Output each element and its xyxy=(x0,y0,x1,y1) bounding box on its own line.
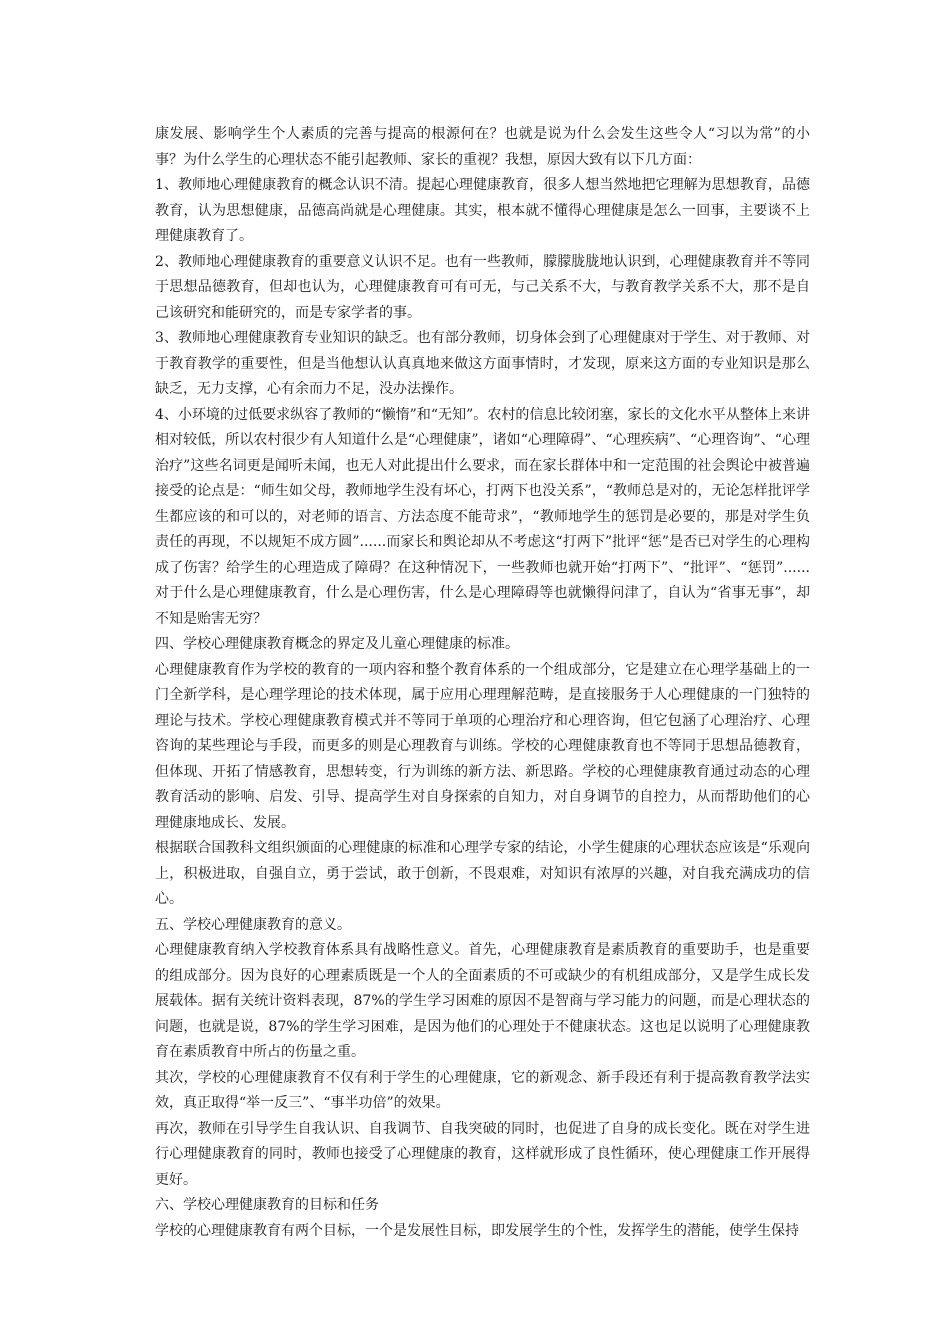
section-heading-4: 四、学校心理健康教育概念的界定及儿童心理健康的标准。 xyxy=(155,636,519,652)
paragraph-significance-1: 心理健康教育纳入学校教育体系具有战略性意义。首先，心理健康教育是素质教育的重要助手，也是重要的组成部分。因为良好的心理素质既是一个人的全面素质的不可或缺少的有机组成部分，又是学生成长发展载体。据有关统计资料表现，87%的学生学习困难的原因不是智商与学习能力的问题，而是心理状态的问题，也就是说，87%的学生学习困难，是因为他们的心理处于不健康状态。这也足以说明了心理健康教育在素质教育中所占的伤量之重。 xyxy=(155,942,810,1060)
paragraph-reason-2: 2、教师地心理健康教育的重要意义认识不足。也有一些教师，朦朦胧胧地认识到，心理健康教育并不等同于思想品德教育，但却也认为，心理健康教育可有可无，与己关系不大，与教育教学关系不大，那不是自己该研究和能研究的，而是专家学者的事。 xyxy=(155,253,810,321)
paragraph-reason-3: 3、教师地心理健康教育专业知识的缺乏。也有部分教师，切身体会到了心理健康对于学生、对于教师、对于教育教学的重要性，但是当他想认认真真地来做这方面事情时，才发现，原来这方面的专业知识是那么缺乏，无力支撑，心有余而力不足，没办法操作。 xyxy=(155,330,810,397)
paragraph-definition: 心理健康教育作为学校的教育的一项内容和整个教育体系的一个组成部分，它是建立在心理学基础上的一门全新学科，是心理学理论的技术体现，属于应用心理理解范畴，是直接服务于人心理健康的一门独特的理论与技术。学校心理健康教育模式并不等同于单项的心理治疗和心理咨询，但它包涵了心理治疗、心理咨询的某些理论与手段，而更多的则是心理教育与训练。学校的心理健康教育也不等同于思想品德教育，但体现、开拓了情感教育，思想转变，行为训练的新方法、新思路。学校的心理健康教育通过动态的心理教育活动的影响、启发、引导、提高学生对自身探索的自知力，对自身调节的自控力，从而帮助他们的心理健康地成长、发展。 xyxy=(155,661,810,831)
paragraph-standard: 根据联合国教科文组织颁面的心理健康的标准和心理学专家的结论，小学生健康的心理状态应该是“乐观向上，积极进取，自强自立，勇于尝试，敢于创新，不畏艰难，对知识有浓厚的兴趣，对自我充满成功的信心。 xyxy=(155,840,810,907)
section-heading-6: 六、学校心理健康教育的目标和任务 xyxy=(155,1197,379,1213)
paragraph-intro-continuation: 康发展、影响学生个人素质的完善与提高的根源何在？也就是说为什么会发生这些令人“习以为常”的小事？为什么学生的心理状态不能引起教师、家长的重视？我想，原因大致有以下几方面： xyxy=(155,126,810,168)
paragraph-reason-1: 1、教师地心理健康教育的概念认识不清。提起心理健康教育，很多人想当然地把它理解为思想教育，品德教育，认为思想健康，品德高尚就是心理健康。其实，根本就不懂得心理健康是怎么一回事，主要谈不上理健康教育了。 xyxy=(155,177,810,244)
paragraph-significance-2: 其次，学校的心理健康教育不仅有利于学生的心理健康，它的新观念、新手段还有利于提高教育教学法实效，真正取得“举一反三”、“事半功倍”的效果。 xyxy=(155,1069,810,1111)
paragraph-significance-3: 再次，教师在引导学生自我认识、自我调节、自我突破的同时，也促进了自身的成长变化。既在对学生进行心理健康教育的同时，教师也接受了心理健康的教育，这样就形成了良性循环，使心理健康工作开展得更好。 xyxy=(155,1120,810,1188)
section-heading-5: 五、学校心理健康教育的意义。 xyxy=(155,916,351,933)
paragraph-goals: 学校的心理健康教育有两个目标，一个是发展性目标，即发展学生的个性，发挥学生的潜能，使学生保持 xyxy=(155,1222,799,1239)
paragraph-reason-4: 4、小环境的过低要求纵容了教师的“懒惰”和“无知”。农村的信息比较闭塞，家长的文化水平从整体上来讲相对较低，所以农村很少有人知道什么是“心理健康”，诸如“心理障碍”、“心理疾病”、“心理咨询”、“心理治疗”这些名词更是闻听未闻，也无人对此提出什么要求，而在家长群体中和一定范围的社会舆论中被普遍接受的论点是：“师生如父母，教师地学生没有坏心，打两下也没关系”，“教师总是对的，无论怎样批评学生都应该的和可以的，对老师的语言、方法态度不能苛求”，“教师地学生的惩罚是必要的，那是对学生负责任的再现，不以规矩不成方圆”......而家长和舆论却从不考虑这“打两下”批评“惩”是否已对学生的心理构成了伤害？给学生的心理造成了障碍？在这种情况下，一些教师也就开始“打两下”、“批评”、“惩罚”......对于什么是心理健康教育，什么是心理伤害，什么是心理障碍等也就懒得问津了，自认为“省事无事”，却不知是贻害无穷？ xyxy=(155,406,810,627)
document-page xyxy=(155,122,810,1244)
